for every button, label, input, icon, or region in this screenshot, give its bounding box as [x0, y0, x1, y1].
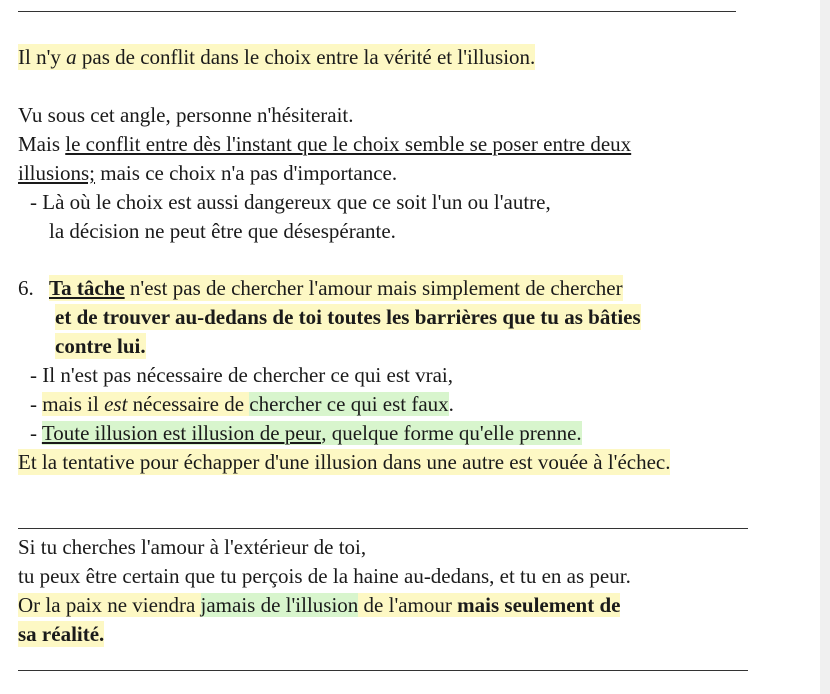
divider-bottom [18, 670, 748, 671]
divider-top [18, 11, 736, 12]
line-certain: tu peux être certain que tu perçois de la haine au-dedans, et tu en as peur. [18, 564, 631, 588]
text: n'est pas de chercher l'amour mais simplement de chercher [124, 276, 623, 300]
dash: - [30, 421, 42, 445]
text: . [448, 392, 454, 416]
bold-text: mais seulement de [457, 593, 621, 617]
line-cherches: Si tu cherches l'amour à l'extérieur de toi, [18, 535, 367, 559]
bullet-vrai: - Il n'est pas nécessaire de chercher ce qui est vrai, [30, 363, 453, 387]
underlined-text: illusions; [18, 161, 96, 185]
text: nécessaire de [127, 392, 250, 416]
divider-middle [18, 528, 748, 529]
text: de l'amour [358, 593, 458, 617]
text: Mais [18, 132, 66, 156]
text: Or la paix ne viendra [18, 593, 201, 617]
text: pas de conflit dans le choix entre la vérité et l'illusion. [76, 45, 536, 69]
bullet-peur [30, 420, 582, 446]
line-ta-tache [49, 275, 623, 301]
line-no-conflict [18, 44, 535, 70]
bullet-danger: - Là où le choix est aussi dangereux que ce soit l'un ou l'autre, [30, 190, 551, 214]
line-paix [18, 592, 620, 618]
line-angle: Vu sous cet angle, personne n'hésiterait. [18, 103, 354, 127]
line-barrieres: et de trouver au-dedans de toi toutes les barrières que tu as bâties [55, 305, 641, 329]
green-underlined-text: Toute illusion est illusion de peur [41, 421, 322, 445]
item-number-6: 6. [18, 276, 34, 300]
text-italic: est [104, 392, 128, 416]
line-mais [18, 131, 631, 157]
text: mais il [42, 392, 105, 416]
line-tentative: Et la tentative pour échapper d'une illusion dans une autre est vouée à l'échec. [18, 450, 671, 474]
underlined-text: le conflit entre dès l'instant que le choix semble se poser entre deux [65, 132, 632, 156]
scrollbar[interactable] [820, 0, 830, 694]
green-highlight-text: , quelque forme qu'elle prenne. [321, 421, 582, 445]
bullet-faux [30, 391, 454, 417]
dash: - [30, 392, 43, 416]
line-illusions [18, 160, 397, 186]
bold-underlined-text: Ta tâche [49, 276, 125, 300]
line-realite: sa réalité. [18, 622, 105, 646]
line-contre-lui: contre lui. [55, 334, 146, 358]
green-highlight-text: jamais de l'illusion [200, 593, 359, 617]
text: Il n'y [18, 45, 67, 69]
text: mais ce choix n'a pas d'importance. [95, 161, 398, 185]
text-italic: a [66, 45, 77, 69]
green-highlight-text: chercher ce qui est faux [249, 392, 449, 416]
line-decision: la décision ne peut être que désespérante. [49, 219, 396, 243]
